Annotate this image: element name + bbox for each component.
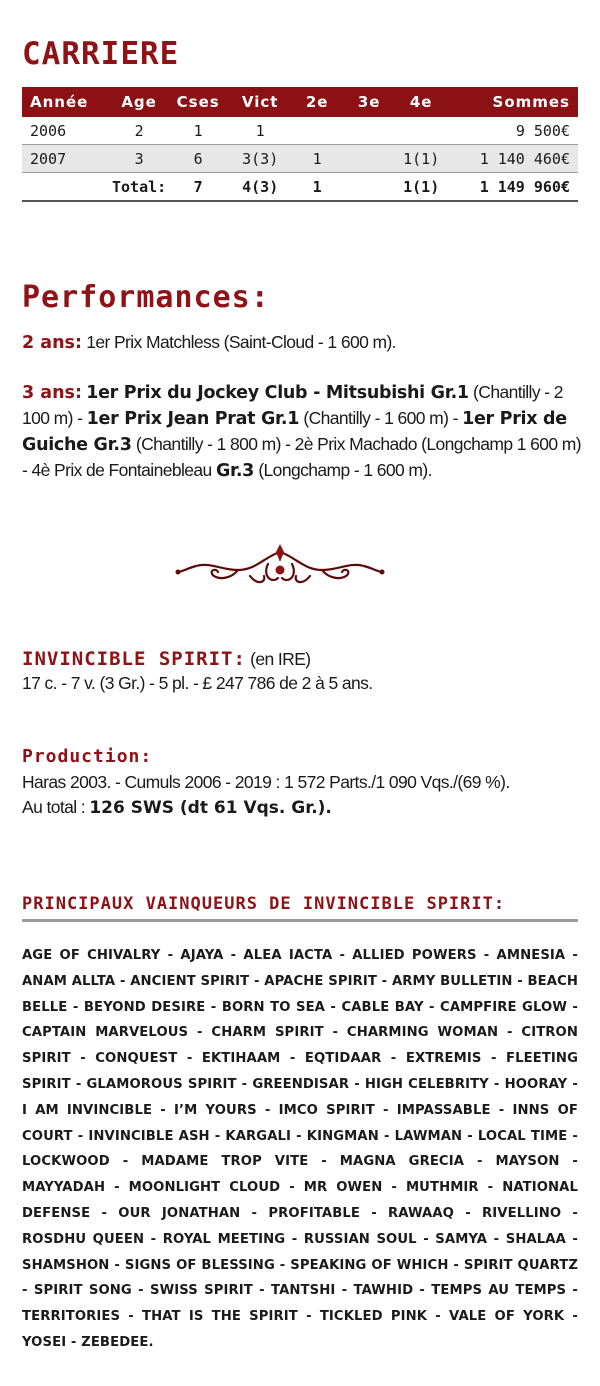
col-vict: Vict bbox=[229, 87, 291, 117]
table-cell: 1 bbox=[291, 145, 343, 173]
table-cell: 1(1) bbox=[395, 145, 447, 173]
table-cell bbox=[22, 173, 111, 202]
performance-text: (Chantilly - 1 800 m) - 2è Prix Machado (Longchamp 1 600 m) - 4è Prix de Fontainebleau bbox=[22, 434, 581, 480]
col-sommes: Sommes bbox=[447, 87, 578, 117]
production-total-label: Au total : bbox=[22, 797, 90, 817]
winners-list: AGE OF CHIVALRY - AJAYA - ALEA IACTA - ALLIED POWERS - AMNESIA - ANAM ALLTA - ANCIENT SPIRIT - APACHE SPIRIT - ARMY BULLETIN - BEACH BELLE - BEYOND DESIRE - BORN TO SEA - CABLE BAY - CAMPFIRE GLOW - CAPTAIN MARVELOUS - CHARM SPIRIT - CHARMING WOMAN - CITRON SPIRIT - CONQUEST - EKTIHAAM - EQTIDAAR - EXTREMIS - FLEETING SPIRIT - GLAMOROUS SPIRIT - GREENDISAR - HIGH CELEBRITY - HOORAY - I AM INVINCIBLE - I’M YOURS - IMCO SPIRIT - IMPASSABLE - INNS OF COURT - INVINCIBLE ASH - KARGALI - KINGMAN - LAWMAN - LOCAL TIME - LOCKWOOD - MADAME TROP VITE - MAGNA GRECIA - MAYSON - MAYYADAH - MOONLIGHT CLOUD - MR OWEN - MUTHMIR - NATIONAL DEFENSE - OUR JONATHAN - PROFITABLE - RAWAAQ - RIVELLINO - ROSDHU QUEEN - ROYAL MEETING - RUSSIAN SOUL - SAMYA - SHALAA - SHAMSHON - SIGNS OF BLESSING - SPEAKING OF WHICH - SPIRIT QUARTZ - SPIRIT SONG - SWISS SPIRIT - TANTSHI - TAWHID - TEMPS AU TEMPS - TERRITORIES - THAT IS THE SPIRIT - TICKLED PINK - VALE OF YORK - YOSEI - ZEBEDEE. bbox=[22, 948, 578, 1350]
production-total-value: 126 SWS (dt 61 Vqs. Gr.). bbox=[89, 798, 332, 818]
table-cell: 1 bbox=[229, 117, 291, 145]
sire-name: INVINCIBLE SPIRIT: bbox=[22, 648, 246, 670]
table-cell bbox=[343, 145, 395, 173]
age-label: 2 ans: bbox=[22, 333, 82, 353]
sire-heading bbox=[22, 648, 311, 670]
performance-text: (Chantilly - 1 600 m) - bbox=[299, 408, 463, 428]
race-win: 1er Prix du Jockey Club - Mitsubishi Gr.1 bbox=[86, 383, 469, 403]
career-header-row bbox=[22, 87, 578, 117]
table-cell bbox=[343, 117, 395, 145]
table-cell: 6 bbox=[167, 145, 229, 173]
race-win: 1er Prix de Guiche Gr.3 bbox=[22, 409, 567, 455]
scroll-ornament-icon bbox=[170, 542, 390, 592]
performance-text: (Longchamp - 1 600 m). bbox=[254, 460, 432, 480]
total-row bbox=[22, 173, 578, 202]
table-cell: 4(3) bbox=[229, 173, 291, 202]
table-cell: 2007 bbox=[22, 145, 111, 173]
table-cell: 2 bbox=[111, 117, 167, 145]
performance-3-ans bbox=[22, 380, 582, 484]
race-win: 1er Prix Jean Prat Gr.1 bbox=[86, 409, 300, 429]
col-annee: Année bbox=[22, 87, 111, 117]
performance-text: 1er Prix Matchless (Saint-Cloud - 1 600 m). bbox=[81, 332, 396, 352]
sire-record: 17 c. - 7 v. (3 Gr.) - 5 pl. - £ 247 786 de 2 à 5 ans. bbox=[22, 673, 373, 693]
table-cell: 7 bbox=[167, 173, 229, 202]
col-cses: Cses bbox=[167, 87, 229, 117]
table-cell bbox=[343, 173, 395, 202]
table-cell: 1 149 960€ bbox=[447, 173, 578, 202]
table-cell bbox=[395, 117, 447, 145]
career-table bbox=[22, 87, 578, 202]
col-3e: 3e bbox=[343, 87, 395, 117]
performance-text: (Chantilly - 2 100 m) - bbox=[22, 382, 563, 428]
production-title: Production: bbox=[22, 746, 153, 767]
table-cell: 2006 bbox=[22, 117, 111, 145]
career-title: CARRIERE bbox=[22, 36, 180, 72]
performance-2-ans bbox=[22, 330, 582, 356]
performances-title: Performances: bbox=[22, 280, 270, 315]
total-label: Total: bbox=[111, 173, 167, 202]
sire-origin: (en IRE) bbox=[245, 649, 311, 669]
table-cell: 1 140 460€ bbox=[447, 145, 578, 173]
col-4e: 4e bbox=[395, 87, 447, 117]
table-cell bbox=[291, 117, 343, 145]
col-age: Age bbox=[111, 87, 167, 117]
production-total bbox=[22, 797, 332, 818]
table-cell: 3(3) bbox=[229, 145, 291, 173]
winners-divider bbox=[22, 919, 578, 922]
age-label: 3 ans: bbox=[22, 383, 82, 403]
table-row bbox=[22, 117, 578, 145]
table-cell: 1(1) bbox=[395, 173, 447, 202]
production-stats: Haras 2003. - Cumuls 2006 - 2019 : 1 572 Parts./1 090 Vqs./(69 %). bbox=[22, 772, 510, 792]
winners-title: PRINCIPAUX VAINQUEURS DE INVINCIBLE SPIRIT: bbox=[22, 894, 506, 914]
table-cell: 1 bbox=[291, 173, 343, 202]
table-cell: 9 500€ bbox=[447, 117, 578, 145]
table-cell: 3 bbox=[111, 145, 167, 173]
col-2e: 2e bbox=[291, 87, 343, 117]
table-cell: 1 bbox=[167, 117, 229, 145]
table-row bbox=[22, 145, 578, 173]
race-grade: Gr.3 bbox=[215, 461, 255, 481]
